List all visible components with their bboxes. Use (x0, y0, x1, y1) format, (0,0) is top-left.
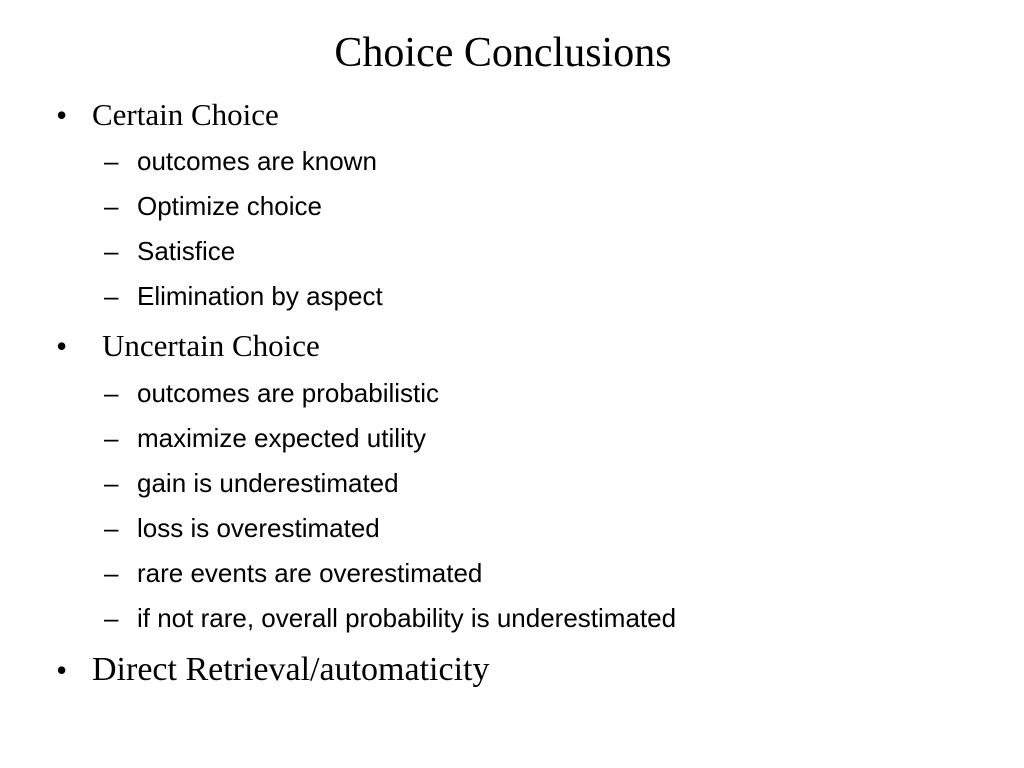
sub-item-label: if not rare, overall probability is underestimated (137, 603, 677, 633)
bullet-label: Certain Choice (92, 97, 279, 132)
dash-icon: – (104, 191, 119, 221)
dash-icon: – (104, 146, 119, 176)
sub-item-label: Elimination by aspect (137, 281, 383, 311)
dash-icon: – (104, 603, 119, 633)
bullet-icon: • (56, 652, 68, 688)
bullet-label: Uncertain Choice (102, 328, 320, 363)
dash-icon: – (104, 513, 119, 543)
sub-item-label: loss is overestimated (137, 513, 380, 543)
bullet-label: Direct Retrieval/automaticity (92, 651, 490, 688)
sub-item-label: outcomes are known (137, 146, 377, 176)
sub-item-label: gain is underestimated (137, 468, 399, 498)
dash-icon: – (104, 236, 119, 266)
sub-item-label: Optimize choice (137, 191, 322, 221)
dash-icon: – (104, 468, 119, 498)
dash-icon: – (104, 378, 119, 408)
sub-item-label: maximize expected utility (137, 423, 426, 453)
dash-icon: – (104, 423, 119, 453)
bullet-icon: • (56, 97, 68, 133)
dash-icon: – (104, 558, 119, 588)
dash-icon: – (104, 281, 119, 311)
slide-title: Choice Conclusions (334, 30, 672, 76)
sub-item-label: Satisfice (137, 236, 236, 266)
bullet-icon: • (56, 328, 68, 364)
sub-item-label: outcomes are probabilistic (137, 378, 440, 408)
sub-item-label: rare events are overestimated (137, 558, 483, 588)
